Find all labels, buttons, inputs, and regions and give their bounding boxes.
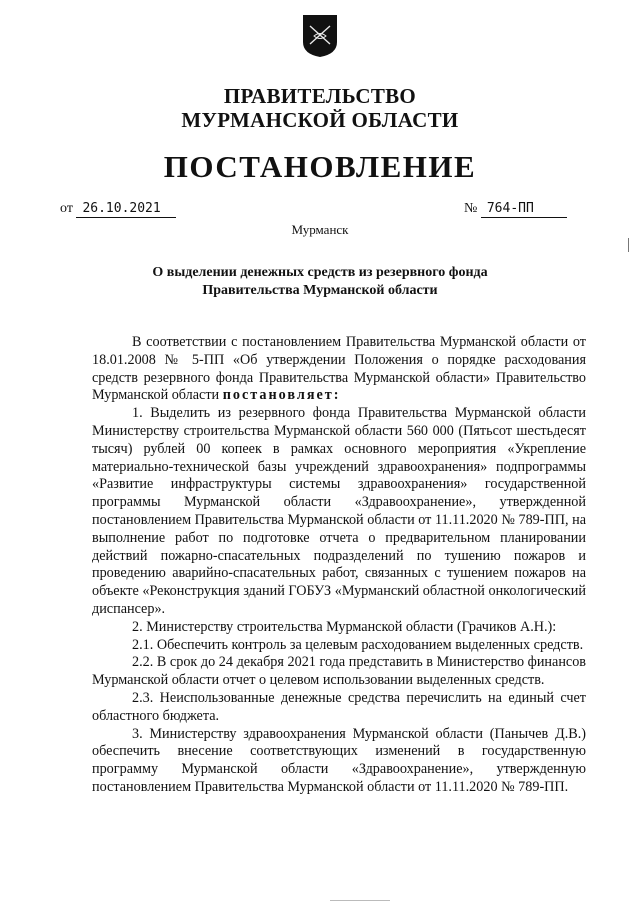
subject-line1: О выделении денежных средств из резервного фонда (152, 265, 488, 280)
clause-1: 1. Выделить из резервного фонда Правительства Мурманской области Министерству строительства Мурманской области 560 000 (Пятьсот шестьдесят тысяч) рублей 00 копеек в рамках основного мероприятия «Укрепление материально-технической базы учреждений здравоохранения» подпрограммы «Развитие инфраструктуры системы здравоохранения» государственной программы Мурманской области «Здравоохранение», утвержденной постановлением Правительства Мурманской области от 11.11.2020 № 789-ПП, на выполнение работ по подготовке отчета о предварительном планировании действий пожарно-спасательных подразделений по тушению пожаров и проведению аварийно-спасательных работ, связанных с тушением пожаров на объекте «Реконструкция зданий ГОБУЗ «Мурманский областной онкологический диспансер». (92, 405, 586, 617)
clause-2-1: 2.1. Обеспечить контроль за целевым расходованием выделенных средств. (132, 636, 584, 653)
government-title-line2: МУРМАНСКОЙ ОБЛАСТИ (181, 108, 459, 132)
document-number (464, 200, 567, 218)
document-date (60, 200, 176, 218)
document-subject (80, 264, 560, 300)
document-type-title: ПОСТАНОВЛЕНИЕ (163, 149, 477, 184)
government-title-line1: ПРАВИТЕЛЬСТВО (223, 84, 417, 108)
number-value: 764-ПП (481, 201, 567, 218)
preamble-paragraph (92, 334, 586, 405)
clause-2: 2. Министерству строительства Мурманской области (Грачиков А.Н.): (132, 618, 557, 635)
number-prefix: № (464, 201, 478, 216)
scan-mark-bottom (330, 900, 390, 901)
document-body (92, 334, 586, 797)
city-name: Мурманск (291, 222, 349, 237)
subject-line2: Правительства Мурманской области (202, 283, 438, 298)
decree-word: постановляет: (222, 387, 341, 404)
date-prefix: от (60, 201, 73, 216)
coat-of-arms-icon (302, 14, 338, 58)
clause-3: 3. Министерству здравоохранения Мурманской области (Панычев Д.В.) обеспечить внесение соответствующих изменений в государственную программу Мурманской области «Здравоохранение», утвержденную постановлением Правительства Мурманской области от 11.11.2020 № 789-ПП. (92, 725, 586, 795)
preamble-text: В соответствии с постановлением Правительства Мурманской области от 18.01.2008 № 5-ПП «Об утверждении Положения о порядке расходования средств резервного фонда Правительства Мурманской области» Правительство Мурманской области (92, 334, 586, 404)
clause-2-3: 2.3. Неиспользованные денежные средства перечислить на единый счет областного бюджета. (92, 689, 586, 724)
scan-mark (628, 238, 629, 252)
date-value: 26.10.2021 (76, 201, 176, 218)
clause-2-2: 2.2. В срок до 24 декабря 2021 года представить в Министерство финансов Мурманской области отчет о целевом использовании выделенных средств. (92, 654, 586, 689)
